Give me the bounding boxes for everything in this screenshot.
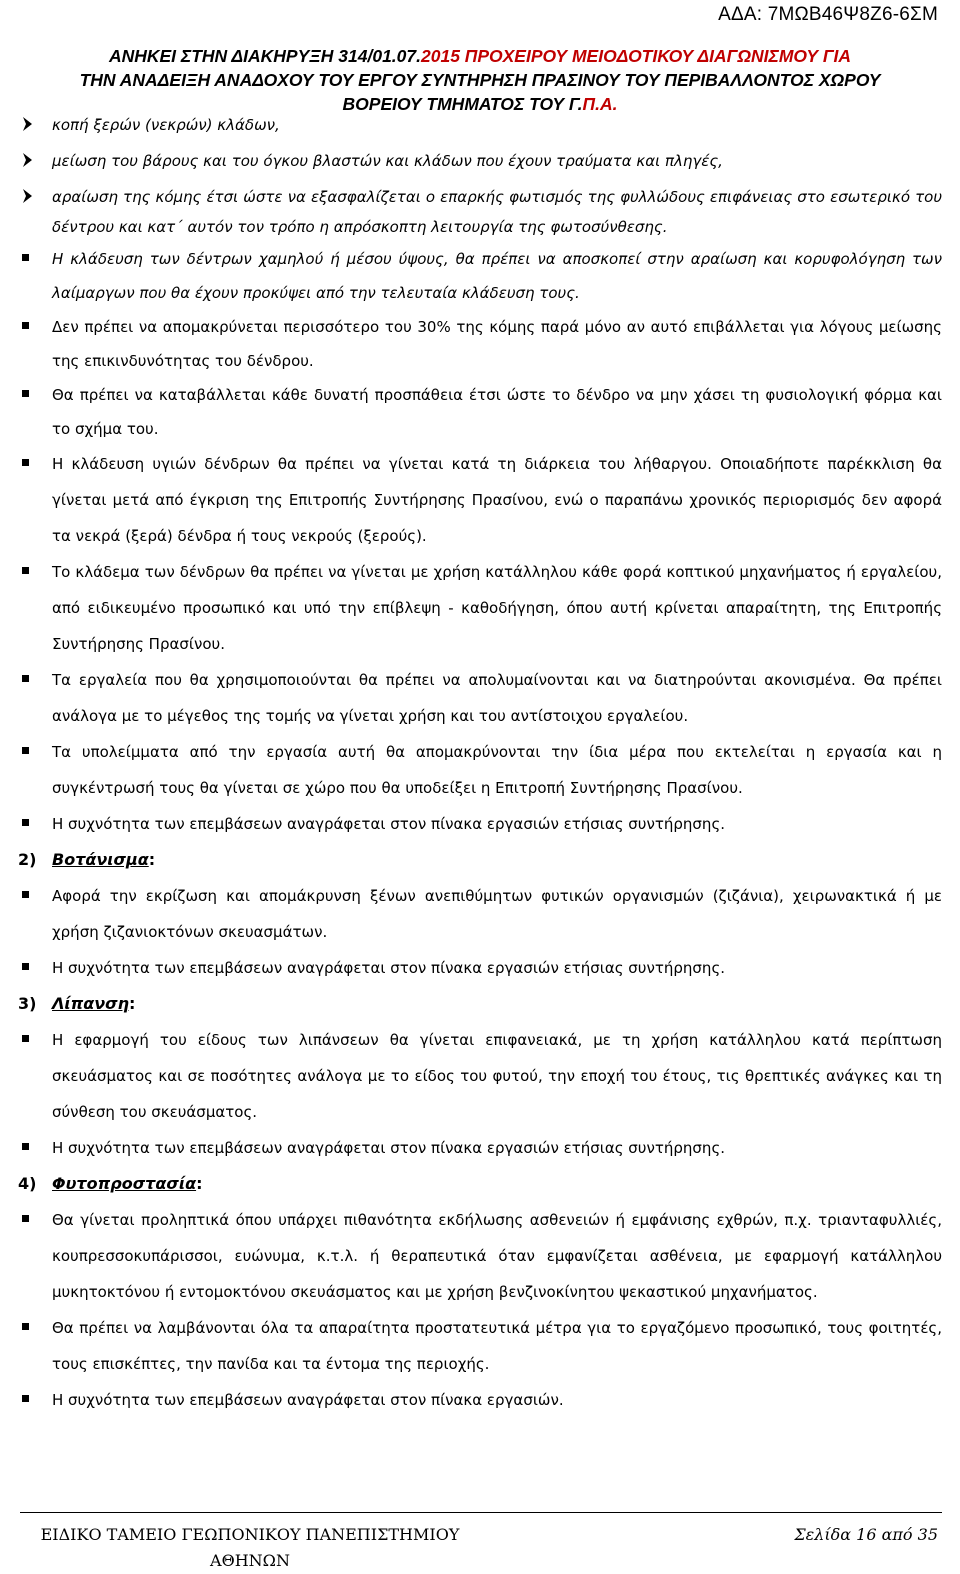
square-bullet-icon [22, 675, 29, 682]
section-heading-2: 2) Βοτάνισμα: [18, 850, 156, 869]
header-line-1: ΑΝΗΚΕΙ ΣΤΗΝ ΔΙΑΚΗΡΥΞΗ 314/01.07.2015 ΠΡΟΧΕΙΡΟΥ ΜΕΙΟΔΟΤΙΚΟΥ ΔΙΑΓΩΝΙΣΜΟΥ ΓΙΑ [108, 46, 852, 66]
section-heading-4: 4) Φυτοπροστασία: [18, 1174, 203, 1193]
document-body [0, 114, 960, 1418]
square-bullet-icon [22, 1035, 29, 1042]
list-item: Το κλάδεμα των δένδρων θα πρέπει να γίνεται με χρήση κατάλληλου κάθε φορά κοπτικού μηχανήματος ή εργαλείου, από ειδικευμένο προσωπικό και υπό την επίβλεψη - καθοδήγηση, όπου αυτή κρίνεται απαραίτητη, της Επιτροπής Συντήρησης Πρασίνου. [0, 554, 960, 662]
square-bullet-icon [22, 963, 29, 970]
square-bullet-icon [22, 1215, 29, 1222]
list-item: Τα εργαλεία που θα χρησιμοποιούνται θα πρέπει να απολυμαίνονται και να διατηρούνται ακονισμένα. Θα πρέπει ανάλογα με το μέγεθος της τομής να γίνεται χρήση και του αντίστοιχου εργαλείου. [0, 662, 960, 734]
square-bullet-icon [22, 819, 29, 826]
ada-code: ΑΔΑ: 7ΜΩΒ46Ψ8Ζ6-6ΣΜ [718, 4, 938, 25]
square-bullet-icon [22, 390, 29, 397]
list-item: κοπή ξερών (νεκρών) κλάδων, [0, 114, 960, 136]
square-bullet-icon [22, 322, 29, 329]
list-item: Αφορά την εκρίζωση και απομάκρυνση ξένων ανεπιθύμητων φυτικών οργανισμών (ζιζάνια), χειρωνακτικά ή με χρήση ζιζανιοκτόνων σκευασμάτων. [0, 878, 960, 950]
footer-divider [20, 1512, 942, 1513]
square-bullet-icon [22, 1395, 29, 1402]
square-bullet-icon [22, 891, 29, 898]
square-bullet-icon [22, 1323, 29, 1330]
list-item: Η συχνότητα των επεμβάσεων αναγράφεται στον πίνακα εργασιών ετήσιας συντήρησης. [0, 950, 960, 986]
square-bullet-icon [22, 1143, 29, 1150]
list-item: Η συχνότητα των επεμβάσεων αναγράφεται στον πίνακα εργασιών ετήσιας συντήρησης. [0, 1130, 960, 1166]
header-line-2: ΤΗΝ ΑΝΑΔΕΙΞΗ ΑΝΑΔΟΧΟΥ ΤΟΥ ΕΡΓΟΥ ΣΥΝΤΗΡΗΣΗ ΠΡΑΣΙΝΟΥ ΤΟΥ ΠΕΡΙΒΑΛΛΟΝΤΟΣ ΧΩΡΟΥ [79, 70, 881, 90]
list-item: Θα πρέπει να λαμβάνονται όλα τα απαραίτητα προστατευτικά μέτρα για το εργαζόμενο προσωπικό, τους φοιτητές, τους επισκέπτες, την πανίδα και τα έντομα της περιοχής. [0, 1310, 960, 1382]
square-bullet-icon [22, 747, 29, 754]
footer-organization: ΕΙΔΙΚΟ ΤΑΜΕΙΟ ΓΕΩΠΟΝΙΚΟΥ ΠΑΝΕΠΙΣΤΗΜΙΟΥ ΑΘΗΝΩΝ [40, 1525, 460, 1570]
list-item: Θα πρέπει να καταβάλλεται κάθε δυνατή προσπάθεια έτσι ώστε το δένδρο να μην χάσει τη φυσιολογική φόρμα και το σχήμα του. [0, 378, 960, 446]
list-item: αραίωση της κόμης έτσι ώστε να εξασφαλίζεται ο επαρκής φωτισμός της φυλλώδους επιφάνειας στο εσωτερικό του δέντρου και κατ΄ αυτόν τον τρόπο η απρόσκοπτη λειτουργία της φωτοσύνθεσης. [0, 182, 960, 242]
list-item: Δεν πρέπει να απομακρύνεται περισσότερο του 30% της κόμης παρά μόνο αν αυτό επιβάλλεται για λόγους μείωσης της επικινδυνότητας του δένδρου. [0, 310, 960, 378]
list-item: Τα υπολείμματα από την εργασία αυτή θα απομακρύνονται την ίδια μέρα που εκτελείται η εργασία και η συγκέντρωσή τους θα γίνεται σε χώρο που θα υποδείξει η Επιτροπή Συντήρησης Πρασίνου. [0, 734, 960, 806]
section-heading-3: 3) Λίπανση: [18, 994, 136, 1013]
list-item: Η συχνότητα των επεμβάσεων αναγράφεται στον πίνακα εργασιών. [0, 1382, 960, 1418]
square-bullet-icon [22, 459, 29, 466]
square-bullet-icon [22, 567, 29, 574]
page-number: Σελίδα 16 από 35 [794, 1525, 938, 1544]
arrow-bullet-icon [22, 151, 34, 169]
list-item: μείωση του βάρους και του όγκου βλαστών και κλάδων που έχουν τραύματα και πληγές, [0, 150, 960, 172]
list-item: Η εφαρμογή του είδους των λιπάνσεων θα γίνεται επιφανειακά, με τη χρήση κατάλληλου κατά περίπτωση σκευάσματος και σε ποσότητες ανάλογα με το είδος του φυτού, την εποχή του έτους, τις θρεπτικές ανάγκες και τη σύνθεση του σκευάσματος. [0, 1022, 960, 1130]
square-bullet-icon [22, 254, 29, 261]
list-item: Η κλάδευση των δέντρων χαμηλού ή μέσου ύψους, θα πρέπει να αποσκοπεί στην αραίωση και κορυφολόγηση των λαίμαργων που θα έχουν προκύψει από την τελευταία κλάδευση τους. [0, 242, 960, 310]
document-header [0, 44, 960, 116]
list-item: Η κλάδευση υγιών δένδρων θα πρέπει να γίνεται κατά τη διάρκεια του λήθαργου. Οποιαδήποτε παρέκκλιση θα γίνεται μετά από έγκριση της Επιτροπής Συντήρησης Πρασίνου, ενώ ο παραπάνω χρονικός περιορισμός δεν αφορά τα νεκρά (ξερά) δένδρα ή τους νεκρούς (ξερούς). [0, 446, 960, 554]
list-item: Θα γίνεται προληπτικά όπου υπάρχει πιθανότητα εκδήλωσης ασθενειών ή εμφάνισης εχθρών, π.χ. τριανταφυλλιές, κουπρεσσοκυπάρισσοι, ευώνυμα, κ.τ.λ. ή θεραπευτικά όταν εμφανίζεται ασθένεια, με εφαρμογή κατάλληλου μυκητοκτόνου ή εντομοκτόνου σκευάσματος και με χρήση βενζινοκίνητου ψεκαστικού μηχανήματος. [0, 1202, 960, 1310]
header-line-3: ΒΟΡΕΙΟΥ ΤΜΗΜΑΤΟΣ ΤΟΥ Γ.Π.Α. [342, 94, 618, 114]
list-item: Η συχνότητα των επεμβάσεων αναγράφεται στον πίνακα εργασιών ετήσιας συντήρησης. [0, 806, 960, 842]
arrow-bullet-icon [22, 187, 34, 205]
arrow-bullet-icon [22, 115, 34, 133]
